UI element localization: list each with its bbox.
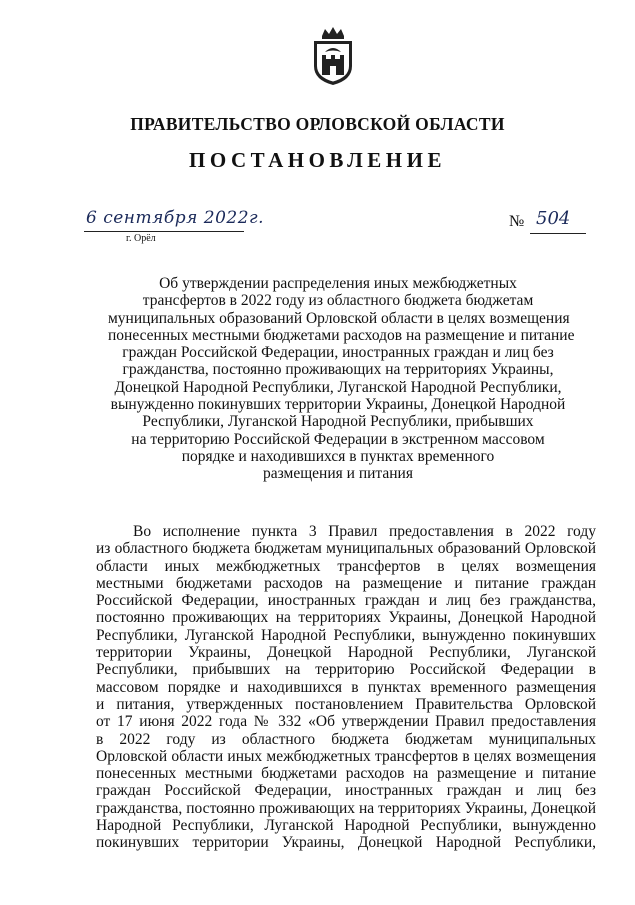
body-line: из областного бюджета бюджетам муниципальных образований Орловской bbox=[96, 540, 596, 558]
body-line: Народной Республики, Луганской Народной Республики, вынужденно bbox=[96, 817, 596, 835]
body-line: от 17 июня 2022 года № 332 «Об утверждении Правил предоставления bbox=[96, 713, 596, 731]
body-line: в 2022 году из областного бюджета бюджетам муниципальных bbox=[96, 730, 596, 748]
subject-line: Донецкой Народной Республики, Луганской Народной Республики, bbox=[114, 378, 562, 396]
number-underline bbox=[530, 233, 586, 234]
subject-line: трансфертов в 2022 году из областного бюджета бюджетам bbox=[142, 292, 534, 310]
document-number: 504 bbox=[536, 208, 571, 229]
subject-line: размещения и питания bbox=[263, 465, 413, 483]
body-line: массовом порядке и находившихся в пунктах временного размещения bbox=[96, 678, 596, 696]
subject-line: на территорию Российской Федерации в экстренном массовом bbox=[131, 430, 545, 448]
body-line: и питания, утвержденных постановлением Правительства Орловской bbox=[96, 695, 596, 713]
body-line: Российской Федерации, иностранных граждан и лиц без гражданства, bbox=[96, 592, 596, 610]
body-text bbox=[96, 523, 596, 852]
subject-line: Об утверждении распределения иных межбюджетных bbox=[159, 275, 517, 292]
body-line: области иных межбюджетных трансфертов в целях возмещения bbox=[96, 557, 596, 575]
body-line: понесенных местными бюджетами расходов на размещение и питание bbox=[96, 765, 596, 783]
subject-line: гражданства, постоянно проживающих на территориях Украины, bbox=[122, 361, 554, 379]
body-line: местными бюджетами расходов на размещение и питание граждан bbox=[96, 574, 596, 592]
document-type: ПОСТАНОВЛЕНИЕ bbox=[189, 148, 446, 172]
body-line: Республики, Луганской Народной Республики, вынужденно покинувших bbox=[96, 626, 596, 644]
date-underline bbox=[84, 231, 244, 232]
body-line: граждан Российской Федерации, иностранных граждан и лиц без bbox=[96, 782, 596, 800]
document-subject bbox=[108, 275, 575, 483]
body-line: гражданства, постоянно проживающих на территориях Украины, Донецкой bbox=[96, 799, 596, 817]
body-line: покинувших территории Украины, Донецкой Народной Республики, bbox=[96, 834, 596, 852]
subject-line: муниципальных образований Орловской области в целях возмещения bbox=[108, 309, 570, 327]
city-label: г. Орёл bbox=[126, 233, 156, 244]
number-sign: № bbox=[509, 213, 525, 230]
body-line: Во исполнение пункта 3 Правил предоставления в 2022 году bbox=[133, 523, 596, 540]
body-line: территории Украины, Донецкой Народной Республики, Луганской bbox=[96, 644, 596, 662]
body-line: Республики, прибывших на территорию Российской Федерации в bbox=[96, 661, 596, 679]
government-title: ПРАВИТЕЛЬСТВО ОРЛОВСКОЙ ОБЛАСТИ bbox=[130, 114, 505, 134]
coat-of-arms-icon bbox=[310, 26, 356, 86]
subject-line: вынужденно покинувших территории Украины, Донецкой Народной bbox=[110, 396, 566, 414]
subject-line: Республики, Луганской Народной Республики, прибывших bbox=[142, 413, 534, 431]
document-date: 6 сентября 2022г. bbox=[86, 208, 265, 228]
subject-line: граждан Российской Федерации, иностранных граждан и лиц без bbox=[122, 344, 554, 362]
subject-line: понесенных местными бюджетами расходов на размещение и питание bbox=[108, 326, 575, 344]
subject-line: порядке и находившихся в пунктах временного bbox=[181, 447, 495, 465]
body-line: постоянно проживающих на территориях Украины, Донецкой Народной bbox=[96, 609, 596, 627]
body-line: Орловской области иных межбюджетных трансфертов в целях возмещения bbox=[96, 747, 596, 765]
